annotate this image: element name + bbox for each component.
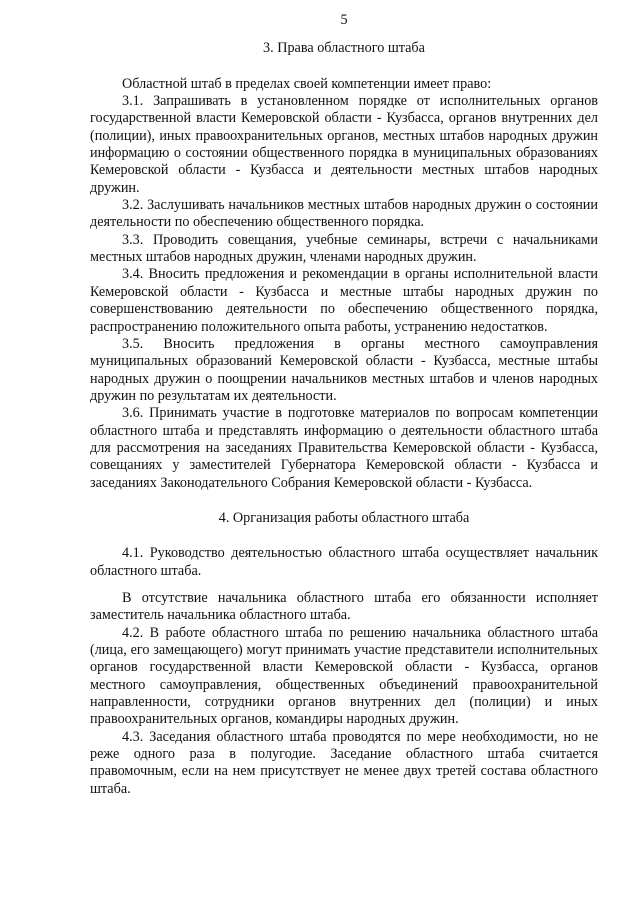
- clause-3-5: 3.5. Вносить предложения в органы местного самоуправления муниципальных образований Кемеровской области - Кузбасса, местные штабы народных дружин о поощрении начальников местных штабов и членов народных дружин по результатам их деятельности.: [90, 335, 598, 404]
- clause-4-2: 4.2. В работе областного штаба по решению начальника областного штаба (лица, его замещающего) могут принимать участие представители исполнительных органов государственной власти Кемеровской области - Кузбасса, органов местного самоуправления, общественных объединений правоохранительной направленности, сотрудники органов внутренних дел (полиции) и иных правоохранительных органов, командиры народных дружин.: [90, 624, 598, 728]
- section-3-heading: 3. Права областного штаба: [263, 40, 425, 57]
- section-4-heading: 4. Организация работы областного штаба: [218, 509, 470, 526]
- section-3-intro: Областной штаб в пределах своей компетенции имеет право:: [122, 75, 492, 92]
- clause-4-3: 4.3. Заседания областного штаба проводятся по мере необходимости, но не реже одного раза в полугодие. Заседание областного штаба считается правомочным, если на нем присутствует не менее двух третей состава областного штаба.: [90, 728, 598, 797]
- page-number: 5: [340, 12, 348, 28]
- clause-3-6: 3.6. Принимать участие в подготовке материалов по вопросам компетенции областного штаба и представлять информацию о деятельности областного штаба для рассмотрения на заседаниях Правительства Кемеровской области - Кузбасса, совещаниях у заместителей Губернатора Кемеровской области - Кузбасса и заседаниях Законодательного Собрания Кемеровской области - Кузбасса.: [90, 405, 598, 491]
- clause-4-1: 4.1. Руководство деятельностью областного штаба осуществляет начальник областного штаба.: [90, 545, 598, 579]
- clause-3-2: 3.2. Заслушивать начальников местных штабов народных дружин о состоянии деятельности по обеспечению общественного порядка.: [90, 197, 598, 231]
- clause-3-1: 3.1. Запрашивать в установленном порядке от исполнительных органов государственной власти Кемеровской области - Кузбасса, органов внутренних дел (полиции), иных правоохранительных органов, местных штабов народных дружин информацию о состоянии общественного порядка в муниципальных образованиях Кемеровской области - Кузбасса и деятельности местных штабов народных дружин.: [90, 93, 598, 196]
- clause-3-3: 3.3. Проводить совещания, учебные семинары, встречи с начальниками местных штабов народных дружин, членами народных дружин.: [90, 231, 598, 266]
- clause-3-4: 3.4. Вносить предложения и рекомендации в органы исполнительной власти Кемеровской области - Кузбасса и местные штабы народных дружин по совершенствованию деятельности по обеспечению общественного порядка, распространению положительного опыта работы, устранению недостатков.: [90, 266, 598, 335]
- clause-4-1-absence: В отсутствие начальника областного штаба его обязанности исполняет заместитель начальника областного штаба.: [90, 589, 598, 624]
- document-page: [90, 12, 598, 798]
